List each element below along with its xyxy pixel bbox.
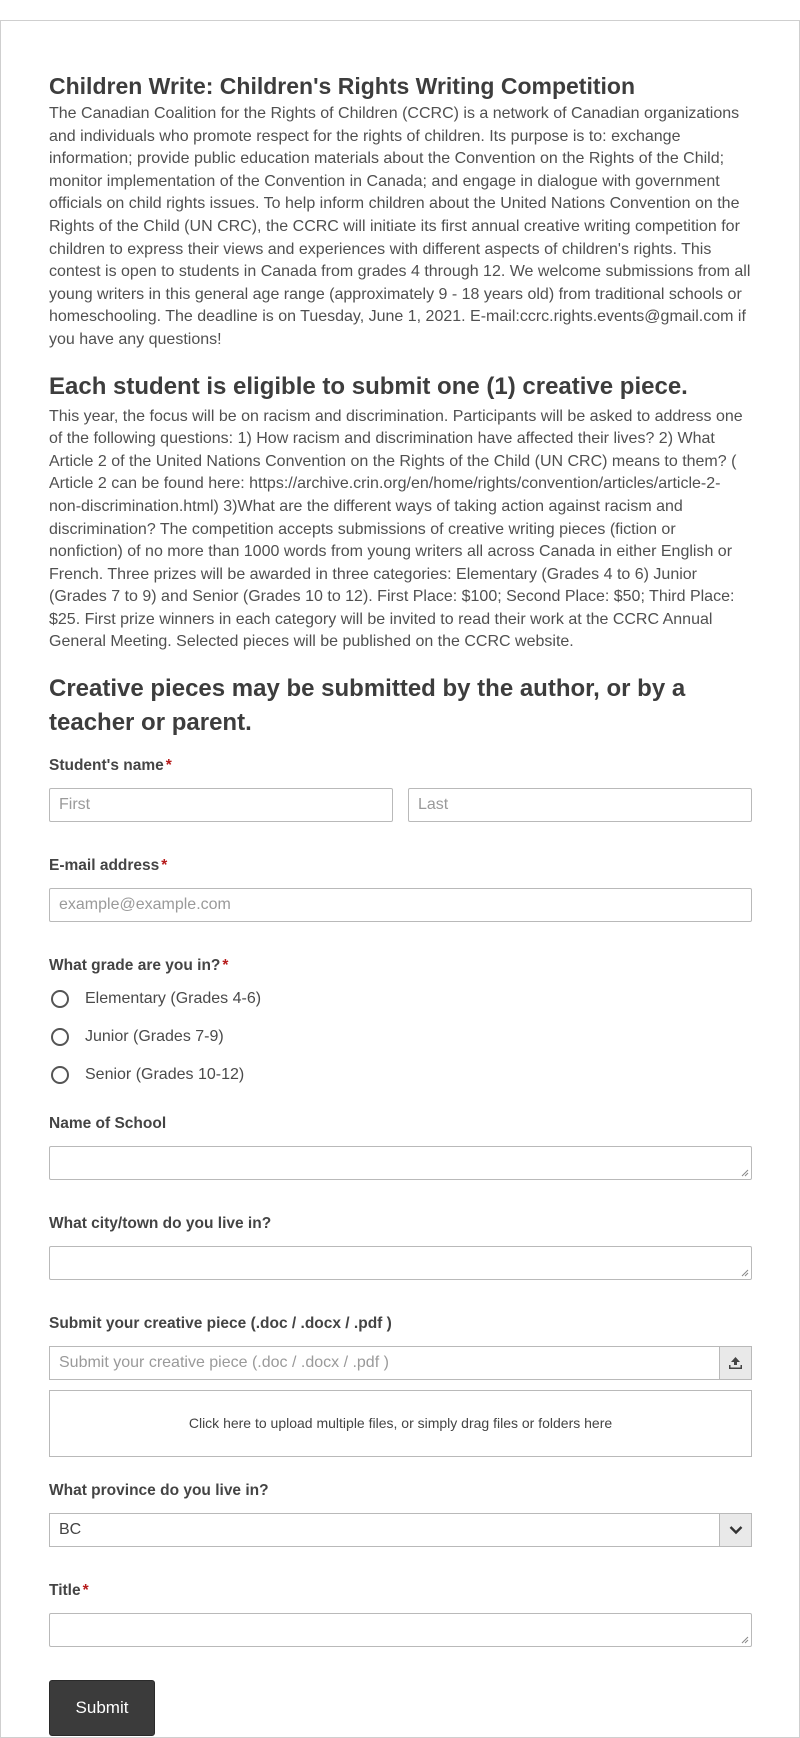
section-eligibility-title: Each student is eligible to submit one (1) creative piece. [49, 372, 688, 400]
submit-button[interactable]: Submit [49, 1680, 155, 1736]
grade-label-text: What grade are you in? [49, 957, 221, 975]
email-label [49, 856, 752, 876]
province-select[interactable] [49, 1513, 752, 1547]
required-mark: * [222, 957, 229, 975]
grade-field [49, 956, 752, 1094]
upload-icon [728, 1356, 743, 1370]
student-name-label [49, 756, 752, 776]
grade-option-senior[interactable] [49, 1056, 752, 1094]
school-label: Name of School [49, 1115, 167, 1133]
title-label [49, 1581, 752, 1601]
radio-button[interactable] [51, 1066, 69, 1084]
resize-grip-icon[interactable] [741, 1636, 749, 1644]
upload-field [49, 1314, 752, 1457]
first-name-input[interactable]: First [49, 788, 393, 822]
file-dropzone[interactable]: Click here to upload multiple files, or simply drag files or folders here [49, 1390, 752, 1457]
province-dropdown-button[interactable] [719, 1513, 752, 1547]
required-mark: * [82, 1582, 89, 1600]
grade-option-label: Junior (Grades 7-9) [85, 1028, 224, 1046]
title-input[interactable] [49, 1613, 752, 1647]
radio-button[interactable] [51, 990, 69, 1008]
required-mark: * [165, 757, 172, 775]
resize-grip-icon[interactable] [741, 1169, 749, 1177]
file-path-input[interactable]: Submit your creative piece (.doc / .docx / .pdf ) [49, 1346, 719, 1380]
page-title: Children Write: Children's Rights Writing Competition [49, 73, 635, 99]
student-name-field [49, 756, 752, 822]
email-field [49, 856, 752, 922]
province-label: What province do you live in? [49, 1482, 269, 1500]
required-mark: * [161, 857, 168, 875]
grade-option-elementary[interactable] [49, 980, 752, 1018]
student-name-label-text: Student's name [49, 757, 164, 775]
grade-option-label: Elementary (Grades 4-6) [85, 990, 262, 1008]
resize-grip-icon[interactable] [741, 1269, 749, 1277]
email-label-text: E-mail address [49, 857, 160, 875]
title-label-text: Title [49, 1582, 81, 1600]
grade-label [49, 956, 752, 976]
last-name-input[interactable]: Last [408, 788, 752, 822]
eligibility-paragraph: This year, the focus will be on racism and discrimination. Participants will be asked to address one of the following questions: 1) How racism and discrimination have affected their lives? 2) What Article 2 of the United Nations Convention on the Rights of the Child (UN CRC) means to them? ( Article 2 can be found here: https://archive.crin.org/en/home/rights/convention/articles/article-2-non-discrimination.html) 3)What are the different ways of taking action against racism and discrimination? The competition accepts submissions of creative writing pieces (fiction or nonfiction) of no more than 1000 words from young writers all across Canada in either English or French. Three prizes will be awarded in three categories: Elementary (Grades 4 to 6) Junior (Grades 7 to 9) and Senior (Grades 10 to 12). First Place: $100; Second Place: $50; Third Place: $25. First prize winners in each category will be invited to read their work at the CCRC Annual General Meeting. Selected pieces will be published on the CCRC website. [49, 407, 743, 651]
city-field [49, 1214, 752, 1280]
upload-button[interactable] [719, 1346, 752, 1380]
section-submission-title: Creative pieces may be submitted by the author, or by a teacher or parent. [49, 675, 686, 737]
email-input[interactable]: example@example.com [49, 888, 752, 922]
grade-option-junior[interactable] [49, 1018, 752, 1056]
province-selected-value[interactable]: BC [49, 1513, 719, 1547]
form-content [49, 71, 752, 1736]
intro-paragraph: The Canadian Coalition for the Rights of Children (CCRC) is a network of Canadian organizations and individuals who promote respect for the rights of children. Its purpose is to: exchange information; provide public education materials about the Convention on the Rights of the Child; monitor implementation of the Convention in Canada; and engage in dialogue with government officials on child rights issues. To help inform children about the United Nations Convention on the Rights of the Child (UN CRC), the CCRC will initiate its first annual creative writing competition for children to express their views and experiences with different aspects of children's rights. This contest is open to students in Canada from grades 4 through 12. We welcome submissions from all young writers in this general age range (approximately 9 - 18 years old) from traditional schools or homeschooling. The deadline is on Tuesday, June 1, 2021. E-mail:ccrc.rights.events@gmail.com if you have any questions! [49, 105, 751, 348]
title-field [49, 1581, 752, 1647]
school-field [49, 1114, 752, 1180]
radio-button[interactable] [51, 1028, 69, 1046]
school-input[interactable] [49, 1146, 752, 1180]
form-frame [0, 20, 800, 1738]
city-label: What city/town do you live in? [49, 1215, 272, 1233]
chevron-down-icon [729, 1525, 743, 1535]
grade-option-label: Senior (Grades 10-12) [85, 1066, 245, 1084]
upload-label: Submit your creative piece (.doc / .docx / .pdf ) [49, 1315, 392, 1333]
province-field [49, 1481, 752, 1547]
city-input[interactable] [49, 1246, 752, 1280]
